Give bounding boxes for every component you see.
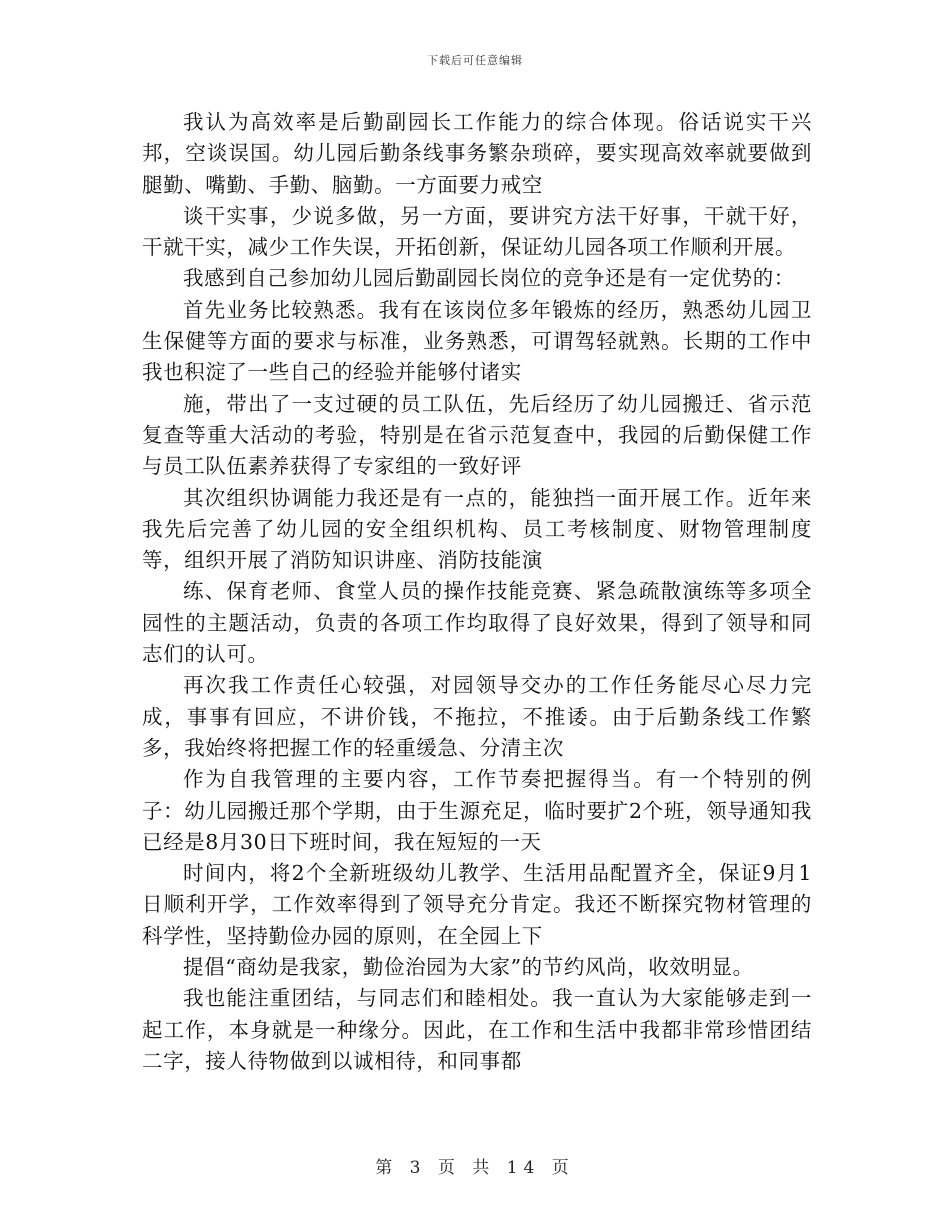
paragraph: 我感到自己参加幼儿园后勤副园长岗位的竞争还是有一定优势的： <box>183 266 795 291</box>
paragraph: 练、保育老师、食堂人员的操作技能竞赛、紧急疏散演练等多项全园性的主题活动，负责的各项工作均取得了良好效果，得到了领导和同志们的认可。 <box>142 579 812 667</box>
paragraph: 施，带出了一支过硬的员工队伍，先后经历了幼儿园搬迁、省示范复查等重大活动的考验，特别是在省示范复查中，我园的后勤保健工作与员工队伍素养获得了专家组的一致好评 <box>142 391 812 479</box>
paragraph: 再次我工作责任心较强，对园领导交办的工作任务能尽心尽力完成，事事有回应，不讲价钱，不拖拉，不推诿。由于后勤条线工作繁多，我始终将把握工作的轻重缓急、分清主次 <box>142 673 812 760</box>
paragraph: 谈干实事，少说多做，另一方面，要讲究方法干好事，干就干好，干就干实，减少工作失误，开拓创新，保证幼儿园各项工作顺利开展。 <box>142 203 812 260</box>
paragraph: 首先业务比较熟悉。我有在该岗位多年锻炼的经历，熟悉幼儿园卫生保健等方面的要求与标准，业务熟悉，可谓驾轻就熟。长期的工作中我也积淀了一些自己的经验并能够付诸实 <box>142 297 812 385</box>
paragraph: 作为自我管理的主要内容，工作节奏把握得当。有一个特别的例子：幼儿园搬迁那个学期，由于生源充足，临时要扩2个班，领导通知我已经是8月30日下班时间，我在短短的一天 <box>142 767 812 854</box>
paragraph: 其次组织协调能力我还是有一点的，能独挡一面开展工作。近年来我先后完善了幼儿园的安全组织机构、员工考核制度、财物管理制度等，组织开展了消防知识讲座、消防技能演 <box>142 485 812 573</box>
paragraph: 我也能注重团结，与同志们和睦相处。我一直认为大家能够走到一起工作，本身就是一种缘分。因此，在工作和生活中我都非常珍惜团结二字，接人待物做到以诚相待，和同事都 <box>142 986 812 1073</box>
page-header: 下载后可任意编辑 <box>427 54 523 67</box>
paragraph: 时间内，将2个全新班级幼儿教学、生活用品配置齐全，保证9月1日顺利开学，工作效率得到了领导充分肯定。我还不断探究物材管理的科学性，坚持勤俭办园的原则，在全园上下 <box>142 861 812 948</box>
paragraph: 我认为高效率是后勤副园长工作能力的综合体现。俗话说实干兴邦，空谈误国。幼儿园后勤条线事务繁杂琐碎，要实现高效率就要做到腿勤、嘴勤、手勤、脑勤。一方面要力戒空 <box>142 110 812 197</box>
document-body <box>142 107 812 1077</box>
paragraph: 提倡“商幼是我家，勤俭治园为大家”的节约风尚，收效明显。 <box>183 955 754 980</box>
page-number-footer: 第 3 页 共 14 页 <box>375 1158 575 1178</box>
